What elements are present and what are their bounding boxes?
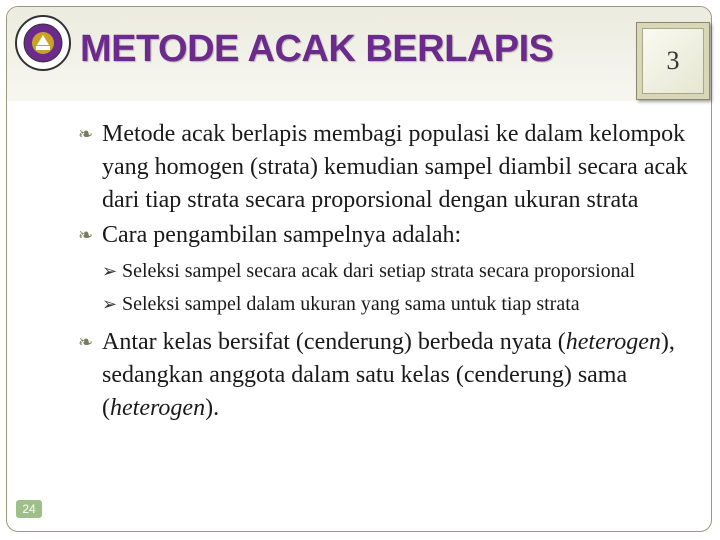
bullet-text-part: ), sedangkan anggota dalam satu kelas (cenderung) sama ( xyxy=(102,329,675,421)
university-logo-icon xyxy=(14,14,72,72)
arrow-bullet-icon: ➢ xyxy=(102,261,118,281)
sub-bullet-text: Seleksi sampel secara acak dari setiap strata secara proporsional xyxy=(122,260,636,282)
slide-content xyxy=(78,118,688,427)
page-number-badge: 24 xyxy=(16,500,42,518)
arrow-bullet-icon: ➢ xyxy=(102,294,118,314)
bullet-item xyxy=(78,219,688,252)
bullet-item xyxy=(78,118,688,217)
slide-number-badge xyxy=(636,22,710,100)
sub-bullet-item xyxy=(78,291,688,318)
sub-bullet-item xyxy=(78,258,688,285)
slide-number: 3 xyxy=(642,28,704,94)
bullet-text-part: Antar kelas bersifat (cenderung) berbeda nyata ( xyxy=(102,329,566,355)
italic-term: heterogen xyxy=(110,395,206,421)
bullet-text: Cara pengambilan sampelnya adalah: xyxy=(102,222,462,248)
page-title: METODE ACAK BERLAPIS xyxy=(80,28,554,70)
bullet-text: Metode acak berlapis membagi populasi ke dalam kelompok yang homogen (strata) kemudian sampel diambil secara acak dari tiap strata secara proporsional dengan ukuran strata xyxy=(102,121,688,213)
bullet-icon: ❧ xyxy=(78,332,94,352)
bullet-icon: ❧ xyxy=(78,124,94,144)
italic-term: heterogen xyxy=(565,329,661,355)
bullet-text-part: ). xyxy=(205,395,220,421)
bullet-icon: ❧ xyxy=(78,225,94,245)
sub-bullet-text: Seleksi sampel dalam ukuran yang sama untuk tiap strata xyxy=(122,293,580,315)
bullet-item xyxy=(78,326,688,425)
